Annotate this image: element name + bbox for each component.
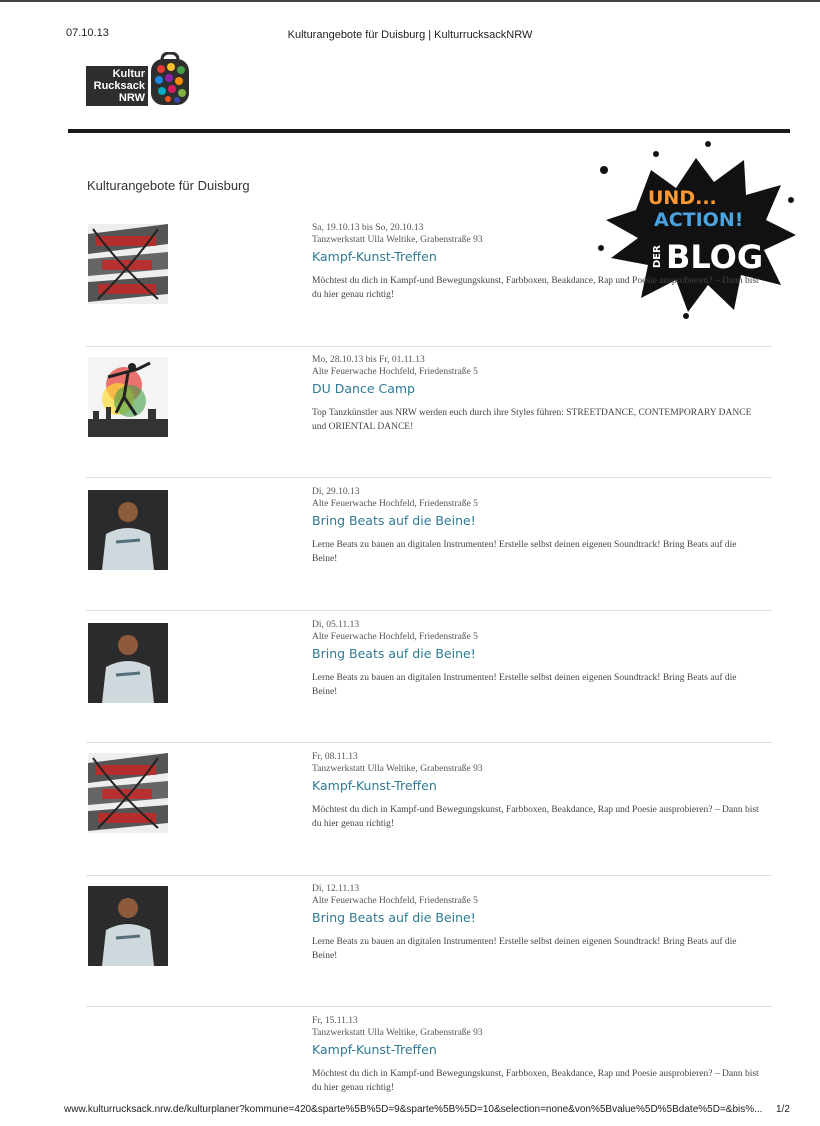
portrait-icon xyxy=(88,490,168,570)
event-divider xyxy=(86,346,772,347)
event-details xyxy=(312,486,762,566)
event-description: Möchtest du dich in Kampf-und Bewegungskunst, Farbboxen, Beakdance, Rap und Poesie ausprobieren? – Dann bist du hier genau richtig! xyxy=(312,1069,759,1093)
logo-wordmark xyxy=(86,66,148,106)
event-item[interactable] xyxy=(88,619,772,729)
event-date: Di, 05.11.13 xyxy=(312,620,360,630)
top-edge-rule xyxy=(0,0,820,2)
event-date: Mo, 28.10.13 bis Fr, 01.11.13 xyxy=(312,355,425,365)
blog-badge-line1: UND... xyxy=(648,187,717,209)
event-thumbnail[interactable] xyxy=(88,886,168,966)
event-divider xyxy=(86,742,772,743)
portrait-icon xyxy=(88,623,168,703)
event-item[interactable] xyxy=(88,1015,772,1099)
event-details xyxy=(312,883,762,963)
event-divider xyxy=(86,610,772,611)
event-venue: Tanzwerkstatt Ulla Weltike, Grabenstraße 93 xyxy=(312,764,483,774)
dance-poster-icon xyxy=(88,753,168,833)
event-title-link[interactable]: Kampf-Kunst-Treffen xyxy=(312,778,437,793)
event-date: Di, 12.11.13 xyxy=(312,884,360,894)
event-date: Di, 29.10.13 xyxy=(312,487,360,497)
header-divider xyxy=(68,129,790,133)
page-heading: Kulturangebote für Duisburg xyxy=(87,178,250,193)
blog-badge-blog: BLOG xyxy=(666,238,764,276)
event-venue: Alte Feuerwache Hochfeld, Friedenstraße 5 xyxy=(312,367,478,377)
event-title-link[interactable]: Kampf-Kunst-Treffen xyxy=(312,249,437,264)
event-item[interactable] xyxy=(88,751,772,861)
event-details xyxy=(312,354,762,434)
dance-poster-icon xyxy=(88,224,168,304)
event-date: Fr, 15.11.13 xyxy=(312,1016,358,1026)
event-description: Lerne Beats zu bauen an digitalen Instrumenten! Erstelle selbst deinen eigenen Soundtrack! Bring Beats auf die Beine! xyxy=(312,540,737,564)
event-thumbnail[interactable] xyxy=(88,623,168,703)
logo-line-1: Kultur xyxy=(112,68,145,80)
portrait-icon xyxy=(88,886,168,966)
event-venue: Tanzwerkstatt Ulla Weltike, Grabenstraße 93 xyxy=(312,235,483,245)
event-description: Lerne Beats zu bauen an digitalen Instrumenten! Erstelle selbst deinen eigenen Soundtrack! Bring Beats auf die Beine! xyxy=(312,673,737,697)
event-venue: Alte Feuerwache Hochfeld, Friedenstraße 5 xyxy=(312,896,478,906)
event-item[interactable] xyxy=(88,354,772,464)
event-title-link[interactable]: Bring Beats auf die Beine! xyxy=(312,910,476,925)
event-divider xyxy=(86,1006,772,1007)
event-thumbnail[interactable] xyxy=(88,224,168,304)
event-details xyxy=(312,222,762,302)
print-page-title: Kulturangebote für Duisburg | KulturrucksackNRW xyxy=(287,29,533,41)
event-date: Fr, 08.11.13 xyxy=(312,752,358,762)
event-description: Top Tanzkünstler aus NRW werden euch durch ihre Styles führen: STREETDANCE, CONTEMPORARY DANCE und ORIENTAL DANCE! xyxy=(312,408,752,432)
event-title-link[interactable]: DU Dance Camp xyxy=(312,381,415,396)
event-details xyxy=(312,751,762,831)
event-item[interactable] xyxy=(88,486,772,596)
event-description: Möchtest du dich in Kampf-und Bewegungskunst, Farbboxen, Beakdance, Rap und Poesie ausprobieren? – Dann bist du hier genau richtig! xyxy=(312,805,759,829)
kulturrucksack-logo[interactable] xyxy=(86,52,196,108)
logo-line-2: Rucksack xyxy=(93,80,145,92)
event-venue: Alte Feuerwache Hochfeld, Friedenstraße 5 xyxy=(312,632,478,642)
print-date: 07.10.13 xyxy=(66,27,109,39)
event-title-link[interactable]: Kampf-Kunst-Treffen xyxy=(312,1042,437,1057)
event-title-link[interactable]: Bring Beats auf die Beine! xyxy=(312,646,476,661)
event-venue: Alte Feuerwache Hochfeld, Friedenstraße 5 xyxy=(312,499,478,509)
event-date: Sa, 19.10.13 bis So, 20.10.13 xyxy=(312,223,424,233)
event-details xyxy=(312,619,762,699)
blog-badge-line2: ACTION! xyxy=(654,209,744,231)
print-page-number: 1/2 xyxy=(776,1104,790,1115)
event-title-link[interactable]: Bring Beats auf die Beine! xyxy=(312,513,476,528)
logo-line-3: NRW xyxy=(118,92,145,104)
event-venue: Tanzwerkstatt Ulla Weltike, Grabenstraße 93 xyxy=(312,1028,483,1038)
event-thumbnail[interactable] xyxy=(88,357,168,437)
dancer-silhouette-icon xyxy=(88,357,168,437)
event-description: Lerne Beats zu bauen an digitalen Instrumenten! Erstelle selbst deinen eigenen Soundtrack! Bring Beats auf die Beine! xyxy=(312,937,737,961)
event-item[interactable] xyxy=(88,222,772,332)
event-thumbnail[interactable] xyxy=(88,753,168,833)
print-footer-url: www.kulturrucksack.nrw.de/kulturplaner?kommune=420&sparte%5B%5D=9&sparte%5B%5D=10&selection=none&von%5Bvalue%5D%5Bdate%5D=&bis%... xyxy=(64,1104,763,1115)
event-thumbnail[interactable] xyxy=(88,490,168,570)
event-details xyxy=(312,1015,762,1095)
event-divider xyxy=(86,875,772,876)
event-divider xyxy=(86,477,772,478)
event-item[interactable] xyxy=(88,883,772,993)
backpack-icon xyxy=(148,52,192,106)
event-description: Möchtest du dich in Kampf-und Bewegungskunst, Farbboxen, Beakdance, Rap und Poesie ausprobieren? – Dann bist du hier genau richtig! xyxy=(312,276,759,300)
blog-badge-der: DER xyxy=(652,245,663,268)
